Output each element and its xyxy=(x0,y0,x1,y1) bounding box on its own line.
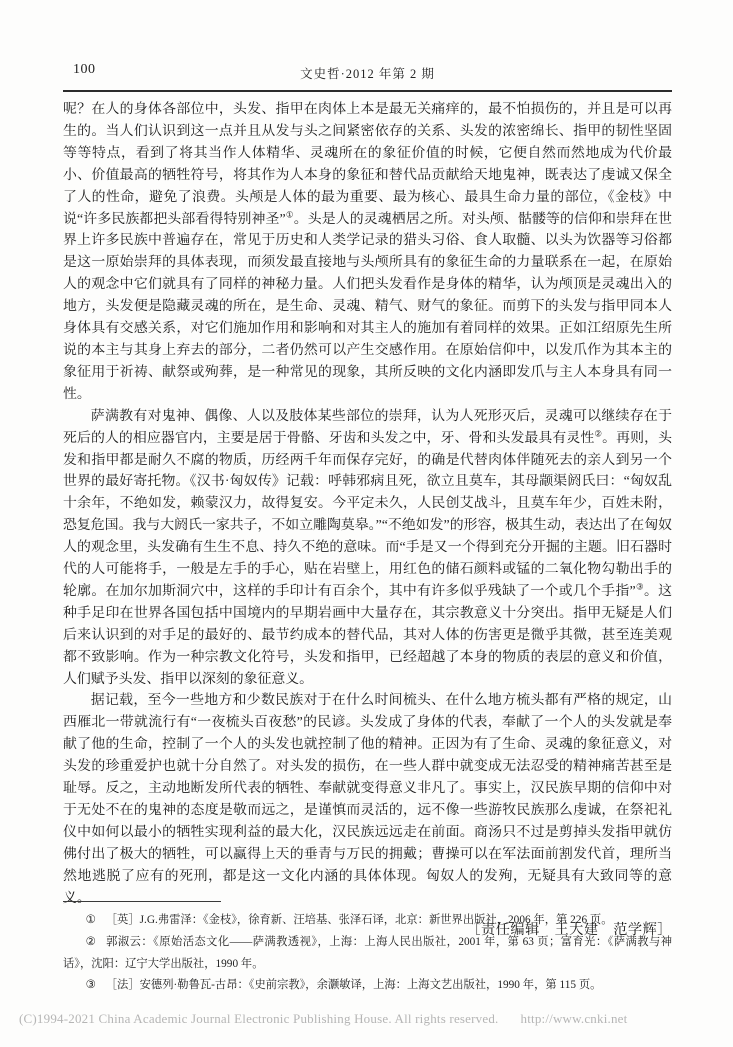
paragraph-1: 呢？在人的身体各部位中，头发、指甲在肉体上本是最无关痛痒的，最不怕损伤的，并且是可以再生的。当人们认识到这一点并且从发与头之间紧密依存的关系、头发的浓密绵长、指甲的韧性坚固等等特点，看到了将其当作人体精华、灵魂所在的象征价值的时候，它便自然而然地成为代价最小、价值最高的牺牲符号，将其作为人本身的象征和替代品贡献给天地鬼神，既表达了虔诚又保全了人的性命，避免了浪费。头颅是人体的最为重要、最为核心、最具生命力量的部位，《金枝》中说“许多民族都把头部看得特别神圣”①。头是人的灵魂栖居之所。对头颅、骷髅等的信仰和崇拜在世界上许多民族中普遍存在，常见于历史和人类学记录的猎头习俗、食人取髓、以头为饮器等习俗都是这一原始崇拜的具体表现，而须发最直接地与头颅所具有的象征生命的力量联系在一起，在原始人的观念中它们就具有了同样的神秘力量。人们把头发看作是身体的精华，认为颅顶是灵魂出入的地方，头发便是隐藏灵魂的所在，是生命、灵魂、精气、财气的象征。而剪下的头发与指甲同本人身体具有交感关系，对它们施加作用和影响和对其主人的施加有着同样的效果。正如江绍原先生所说的本主与其身上弃去的部分，二者仍然可以产生交感作用。在原始信仰中，以发爪作为其本主的象征用于祈祷、献祭或殉葬，是一种常见的现象，其所反映的文化内涵即发爪与主人本身具有同一性。 xyxy=(63,102,672,402)
journal-issue-title: 文史哲·2012 年第 2 期 xyxy=(300,67,435,81)
footnote-2-text: 郭淑云：《原始活态文化——萨满教透视》，上海：上海人民出版社，2001 年，第 63 页；富育光：《萨满教与神话》，沈阳：辽宁大学出版社，1990 年。 xyxy=(63,935,672,970)
footnote-1-marker: ① xyxy=(85,914,96,926)
footnote-block xyxy=(63,901,672,997)
page-number: 100 xyxy=(73,62,96,77)
footnote-3 xyxy=(63,975,672,997)
article-body xyxy=(63,99,672,941)
cnki-watermark xyxy=(19,1011,723,1027)
header-rule xyxy=(63,90,672,92)
footnote-1-text: ［英］J.G.弗雷泽：《金枝》，徐育新、汪培基、张泽石译，北京：新世界出版社，2006 年，第 226 页。 xyxy=(105,914,613,926)
paragraph-3: 据记载，至今一些地方和少数民族对于在什么时间梳头、在什么地方梳头都有严格的规定，山西雁北一带就流行有“一夜梳头百夜愁”的民谚。头发成了身体的代表，奉献了一个人的头发就是奉献了他的生命，控制了一个人的头发也就控制了他的精神。正因为有了生命、灵魂的象征意义，对头发的珍重爱护也就十分自然了。对头发的损伤，在一些人群中就变成无法忍受的精神痛苦甚至是耻辱。反之，主动地断发所代表的牺牲、奉献就变得意义非凡了。事实上，汉民族早期的信仰中对于无处不在的鬼神的态度是敬而远之，是谨慎而灵活的，远不像一些游牧民族那么虔诚，在祭祀礼仪中如何以最小的牺牲实现利益的最大化，汉民族远远走在前面。商汤只不过是剪掉头发指甲就仿佛付出了极大的牺牲，可以赢得上天的垂青与万民的拥戴；曹操可以在军法面前割发代首，理所当然地逃脱了应有的死刑，都是这一文化内涵的具体体现。匈奴人的发殉，无疑具有大致同等的意义。 xyxy=(63,693,672,906)
cnki-url: http://www.cnki.net xyxy=(520,1011,628,1026)
footnote-3-text: ［法］安德列·勒鲁瓦-古昂：《史前宗教》，余灏敏译，上海：上海文艺出版社，1990 年，第 115 页。 xyxy=(105,979,602,992)
page-header xyxy=(63,62,672,84)
footnote-divider xyxy=(63,901,221,902)
footnote-2 xyxy=(63,932,672,976)
footnote-2-marker: ② xyxy=(85,935,97,948)
footnote-1 xyxy=(63,910,672,932)
paragraph-2: 萨满教有对鬼神、偶像、人以及肢体某些部位的崇拜，认为人死形灭后，灵魂可以继续存在于死后的人的相应器官内，主要是居于骨骼、牙齿和头发之中，牙、骨和头发最具有灵性②。再则，头发和指甲都是耐久不腐的物质，历经两千年而保存完好，的确是代替肉体伴随死去的亲人到另一个世界的最好寄托物。《汉书·匈奴传》记载：呼韩邪病且死，欲立且莫车，其母颛渠阏氏曰：“匈奴乱十余年，不绝如发，赖蒙汉力，故得复安。今平定未久，人民创艾战斗，且莫车年少，百姓未附，恐复危国。我与大阏氏一家共子，不如立雕陶莫皋。”“不绝如发”的形容，极其生动，表达出了在匈奴人的观念里，头发确有生生不息、持久不绝的意味。而“手是又一个得到充分开掘的主题。旧石器时代的人可能将手，一般是左手的手心，贴在岩壁上，用红色的储石颜料或锰的二氧化物勾勒出手的轮廓。在加尔加斯洞穴中，这样的手印计有百余个，其中有许多似乎残缺了一个或几个手指”③。这种手足印在世界各国包括中国境内的早期岩画中大量存在，其宗教意义十分突出。指甲无疑是人们后来认识到的对手足的最好的、最节约成本的替代品，其对人体的伤害更是微乎其微，甚至连美观都不致影响。作为一种宗教文化符号，头发和指甲，已经超越了本身的物质的表层的意义和价值，人们赋予头发、指甲以深刻的象征意义。 xyxy=(63,408,672,687)
copyright-text: (C)1994-2021 China Academic Journal Electronic Publishing House. All rights reserved. xyxy=(19,1011,499,1026)
footnote-3-marker: ③ xyxy=(85,979,96,992)
editor-credit: ［责任编辑 王大建 范学辉］ xyxy=(466,921,672,938)
